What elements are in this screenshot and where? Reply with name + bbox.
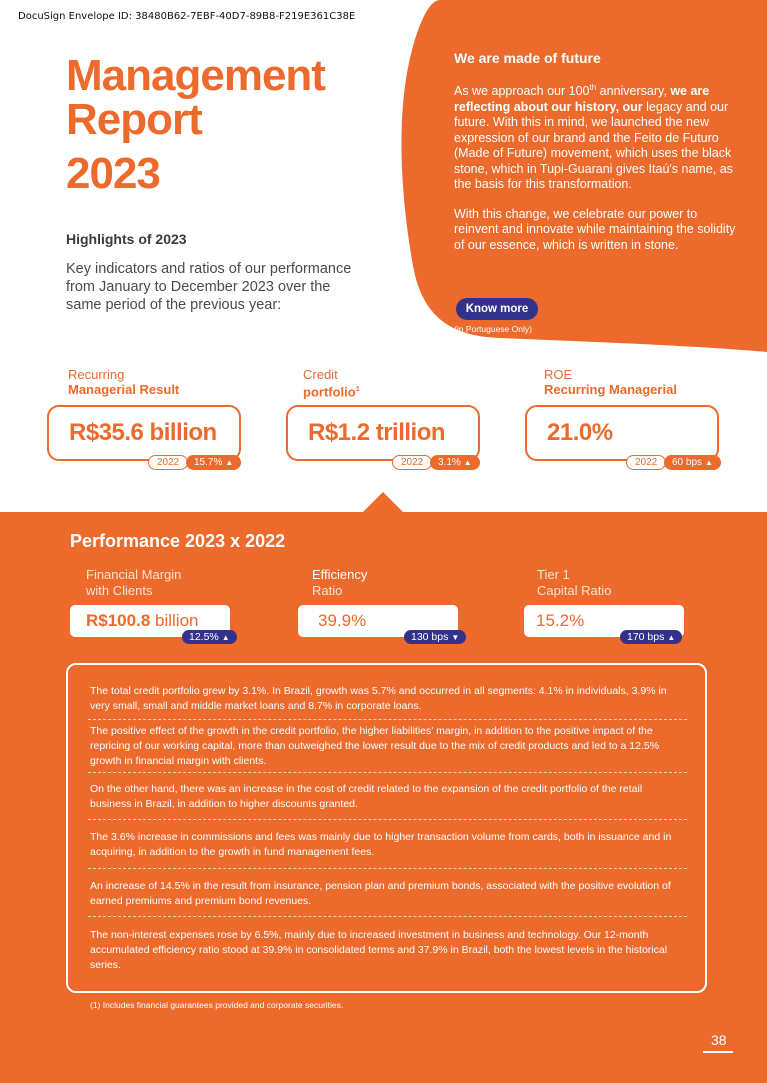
language-note: (in Portuguese Only) [454, 324, 532, 334]
indicator-change: 15.7% ▲ [186, 455, 241, 470]
metric-value: 39.9% [318, 611, 367, 630]
envelope-id: DocuSign Envelope ID: 38480B62-7EBF-40D7-89B8-F219E361C38E [18, 11, 356, 22]
metric-value: 15.2% [536, 611, 585, 630]
up-arrow-icon: ▲ [463, 458, 472, 467]
metric-value: R$100.8 billion [86, 611, 199, 630]
up-arrow-icon: ▲ [667, 633, 676, 642]
note-paragraph: The total credit portfolio grew by 3.1%. In Brazil, growth was 5.7% and occurred in all segments: 4.1% in individuals, 3.9% in very small, small and middle market loans and 8.7% in corporate loans. [90, 685, 667, 712]
indicator-change: 60 bps ▲ [664, 455, 721, 470]
divider [88, 772, 687, 773]
indicator-value: 21.0% [547, 419, 613, 446]
future-paragraph-2: With this change, we celebrate our power to reinvent and innovate while maintaining the solidity of our essence, which is written in stone. [454, 206, 736, 252]
metric-change: 12.5% ▲ [182, 630, 237, 644]
metric-change: 130 bps ▼ [404, 630, 466, 644]
indicator-year: 2022 [392, 455, 432, 470]
indicator-change: 3.1% ▲ [430, 455, 480, 470]
indicator-value: R$35.6 billion [69, 419, 217, 446]
up-arrow-icon: ▲ [225, 458, 234, 467]
note-paragraph: An increase of 14.5% in the result from insurance, pension plan and premium bonds, associated with the positive evolution of earned premiums and premium bond revenues. [90, 880, 671, 907]
know-more-button[interactable]: Know more [456, 298, 538, 320]
section-notch [363, 492, 403, 512]
performance-title: Performance 2023 x 2022 [70, 531, 286, 551]
indicator-label-managerial-result: Recurring Managerial Result [68, 367, 180, 397]
indicator-box-managerial-result [47, 405, 241, 461]
note-paragraph: The positive effect of the growth in the credit portfolio, the higher liabilities' margin, in addition to the positive impact of the repricing of our working capital, more than outweighed the lower result due to the mix of credit products and led to a 12.5% growth in financial margin with clients. [90, 725, 660, 767]
indicator-label-credit-portfolio: Credit portfolio$^1$ [303, 367, 360, 400]
future-section [454, 50, 744, 267]
divider [88, 819, 687, 820]
indicator-year: 2022 [148, 455, 188, 470]
indicator-box-roe [525, 405, 719, 461]
future-heading: We are made of future [454, 50, 601, 66]
indicator-value: R$1.2 trillion [308, 419, 446, 446]
note-paragraph: On the other hand, there was an increase in the cost of credit related to the expansion of the credit portfolio of the retail business in Brazil, in addition to higher discounts granted. [90, 783, 643, 810]
metric-label-financial-margin: Financial Margin with Clients [86, 567, 182, 598]
indicator-label-roe: ROE Recurring Managerial [544, 367, 677, 397]
metric-label-tier1-capital: Tier 1 Capital Ratio [537, 567, 612, 598]
note-paragraph: The 3.6% increase in commissions and fees was mainly due to higher transaction volume from cards, both in issuance and in acquiring, in addition to the growth in fund management fees. [90, 831, 672, 858]
metric-label-efficiency-ratio: Efficiency Ratio [312, 567, 368, 598]
up-arrow-icon: ▲ [705, 458, 713, 467]
highlights-description: Key indicators and ratios of our performance from January to December 2023 over the same period of the previous year: [66, 261, 352, 313]
metric-change: 170 bps ▲ [620, 630, 682, 644]
page-number: 38 [711, 1032, 727, 1048]
down-arrow-icon: ▼ [451, 633, 460, 642]
divider [88, 916, 687, 917]
up-arrow-icon: ▲ [221, 633, 230, 642]
report-title: Management Report 2023 [66, 51, 325, 198]
page-number-underline [703, 1051, 733, 1053]
divider [88, 868, 687, 869]
indicator-box-credit-portfolio [286, 405, 480, 461]
highlights-title: Highlights of 2023 [66, 231, 187, 247]
divider [88, 719, 687, 720]
future-paragraph-1: As we approach our 100th anniversary, we are reflecting about our history, our legacy and our future. With this in mind, we launched the new expression of our brand and the Feito de Futuro (Made of Future) movement, which uses the black stone, which in Tupi-Guarani gives Itaú's name, as the basis for this transformation. [454, 83, 733, 192]
indicator-year: 2022 [626, 455, 666, 470]
footnote: (1) Includes financial guarantees provided and corporate securities. [90, 1000, 344, 1010]
note-paragraph: The non-interest expenses rose by 6.5%, mainly due to increased investment in business and technology. Our 12-month accumulated efficiency ratio stood at 39.9% in consolidated terms and 37.9% in Brazil, both the lowest levels in the historical series. [90, 929, 668, 971]
